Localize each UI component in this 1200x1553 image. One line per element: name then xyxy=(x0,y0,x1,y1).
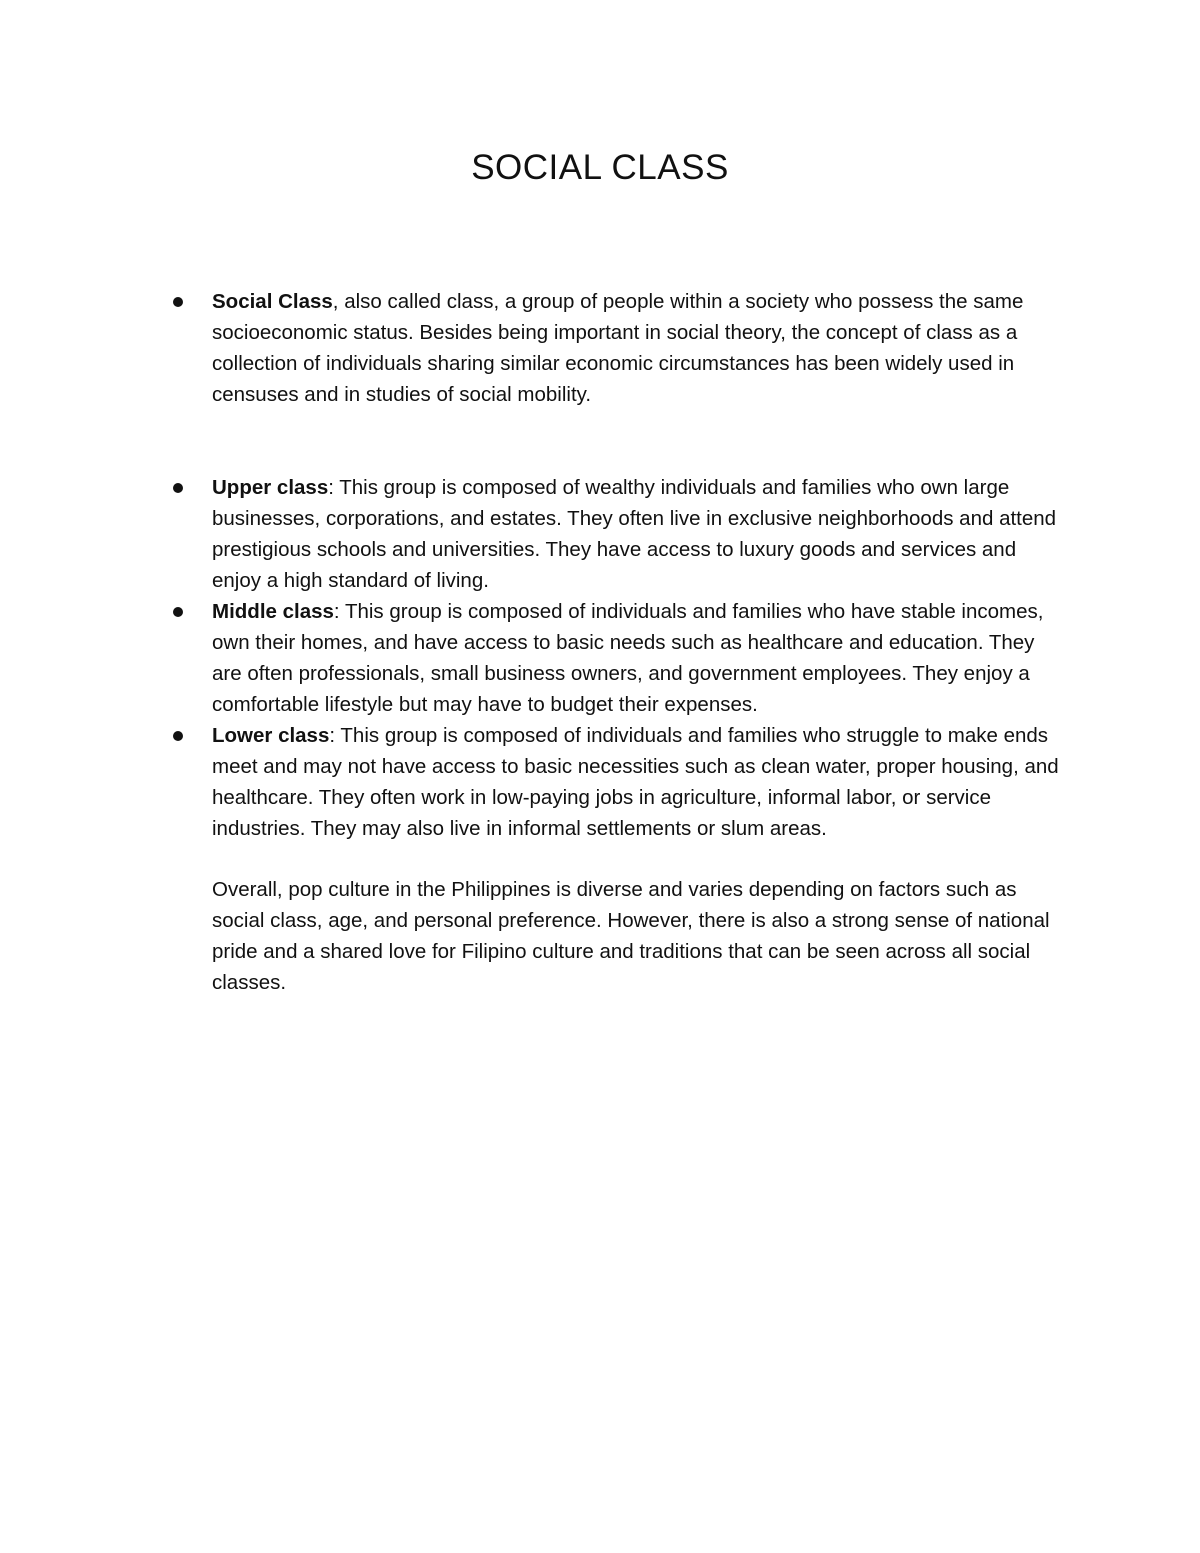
definition-list xyxy=(212,286,1062,410)
term-social-class: Social Class xyxy=(212,290,333,313)
term-lower-class: Lower class xyxy=(212,724,330,747)
list-item-middle-class xyxy=(212,596,1062,720)
list-item-lower-class xyxy=(212,720,1062,844)
list-item-upper-class xyxy=(212,472,1062,596)
middle-class-text: : This group is composed of individuals and families who have stable incomes, own their homes, and have access to basic needs such as healthcare and education. They are often professionals, small business owners, and government employees. They enjoy a comfortable lifestyle but may have to budget their expenses. xyxy=(212,600,1044,716)
definition-text: , also called class, a group of people within a society who possess the same socioeconomic status. Besides being important in social theory, the concept of class as a collection of individuals sharing similar economic circumstances has been widely used in censuses and in studies of social mobility. xyxy=(212,290,1024,406)
bullet-icon xyxy=(173,297,183,307)
term-upper-class: Upper class xyxy=(212,476,329,499)
bullet-icon xyxy=(173,607,183,617)
bullet-icon xyxy=(173,483,183,493)
closing-paragraph: Overall, pop culture in the Philippines is diverse and varies depending on factors such as social class, age, and personal preference. However, there is also a strong sense of national pride and a shared love for Filipino culture and traditions that can be seen across all social classes. xyxy=(212,878,1050,994)
list-item-social-class xyxy=(212,286,1062,410)
class-list xyxy=(212,472,1062,844)
page-title: SOCIAL CLASS xyxy=(471,148,729,187)
bullet-icon xyxy=(173,731,183,741)
lower-class-text: : This group is composed of individuals and families who struggle to make ends meet and may not have access to basic necessities such as clean water, proper housing, and healthcare. They often work in low-paying jobs in agriculture, informal labor, or service industries. They may also live in informal settlements or slum areas. xyxy=(212,724,1059,840)
upper-class-text: : This group is composed of wealthy individuals and families who own large businesses, corporations, and estates. They often live in exclusive neighborhoods and attend prestigious schools and universities. They have access to luxury goods and services and enjoy a high standard of living. xyxy=(212,476,1057,592)
term-middle-class: Middle class xyxy=(212,600,334,623)
